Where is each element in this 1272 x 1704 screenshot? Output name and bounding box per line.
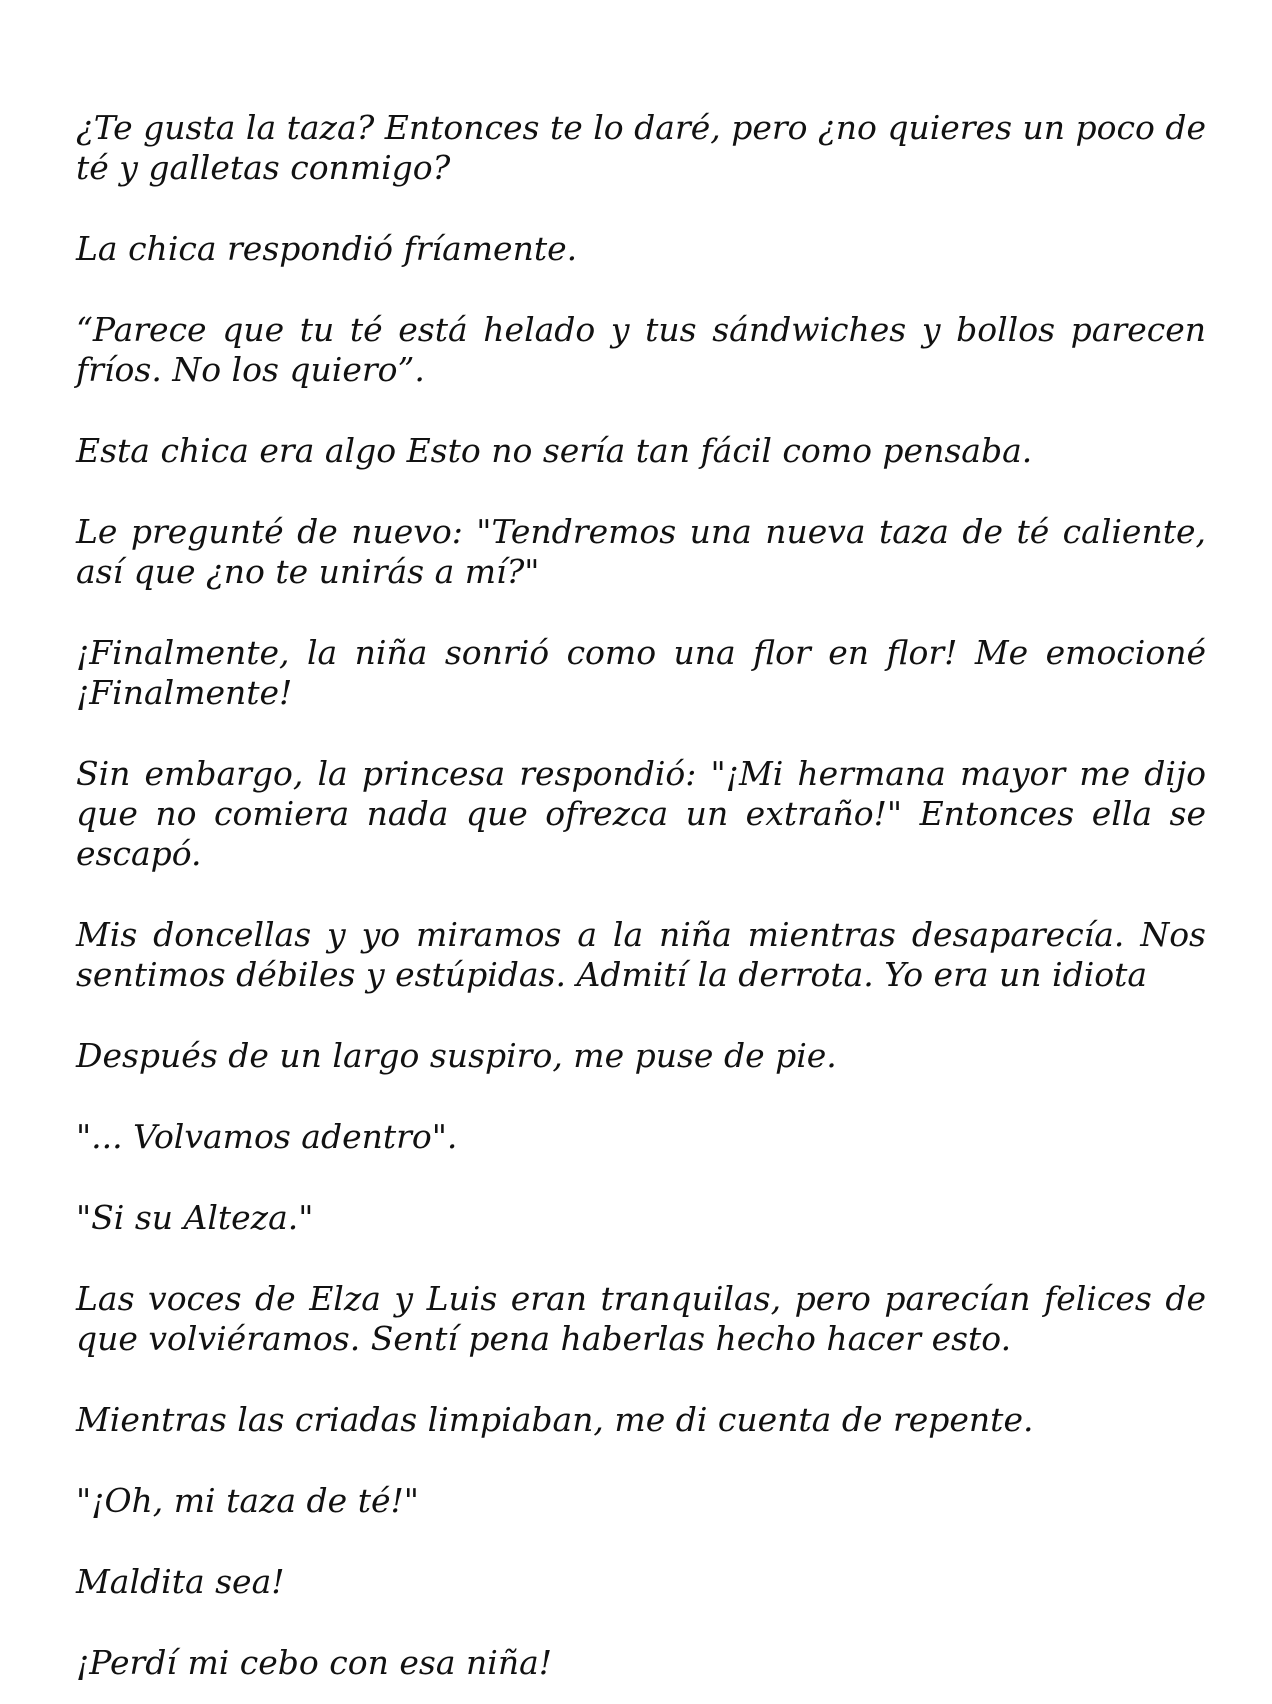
- paragraph: Esta chica era algo Esto no sería tan fácil como pensaba.: [76, 431, 1033, 470]
- paragraph: ¡Finalmente, la niña sonrió como una flor en flor! Me emocioné ¡Finalmente!: [76, 633, 1206, 712]
- paragraph: "... Volvamos adentro".: [76, 1117, 458, 1156]
- paragraph: “Parece que tu té está helado y tus sándwiches y bollos parecen fríos. No los quiero”.: [76, 310, 1206, 389]
- paragraph: "¡Oh, mi taza de té!": [76, 1481, 419, 1520]
- paragraph: Las voces de Elza y Luis eran tranquilas, pero parecían felices de que volviéramos. Sentí pena haberlas hecho hacer esto.: [76, 1279, 1206, 1358]
- document-page: [76, 108, 1206, 1683]
- paragraph: Maldita sea!: [76, 1562, 285, 1601]
- paragraph: Sin embargo, la princesa respondió: "¡Mi hermana mayor me dijo que no comiera nada que ofrezca un extraño!" Entonces ella se escapó.: [76, 754, 1206, 873]
- paragraph: Mis doncellas y yo miramos a la niña mientras desaparecía. Nos sentimos débiles y estúpidas. Admití la derrota. Yo era un idiota: [76, 915, 1206, 994]
- paragraph: ¿Te gusta la taza? Entonces te lo daré, pero ¿no quieres un poco de té y galletas conmigo?: [76, 108, 1206, 187]
- paragraph: Le pregunté de nuevo: "Tendremos una nueva taza de té caliente, así que ¿no te unirás a mí?": [76, 512, 1206, 591]
- paragraph: Mientras las criadas limpiaban, me di cuenta de repente.: [76, 1400, 1034, 1439]
- paragraph: Después de un largo suspiro, me puse de pie.: [76, 1036, 837, 1075]
- paragraph: "Si su Alteza.": [76, 1198, 314, 1237]
- paragraph: La chica respondió fríamente.: [76, 229, 578, 268]
- paragraph: ¡Perdí mi cebo con esa niña!: [76, 1643, 553, 1682]
